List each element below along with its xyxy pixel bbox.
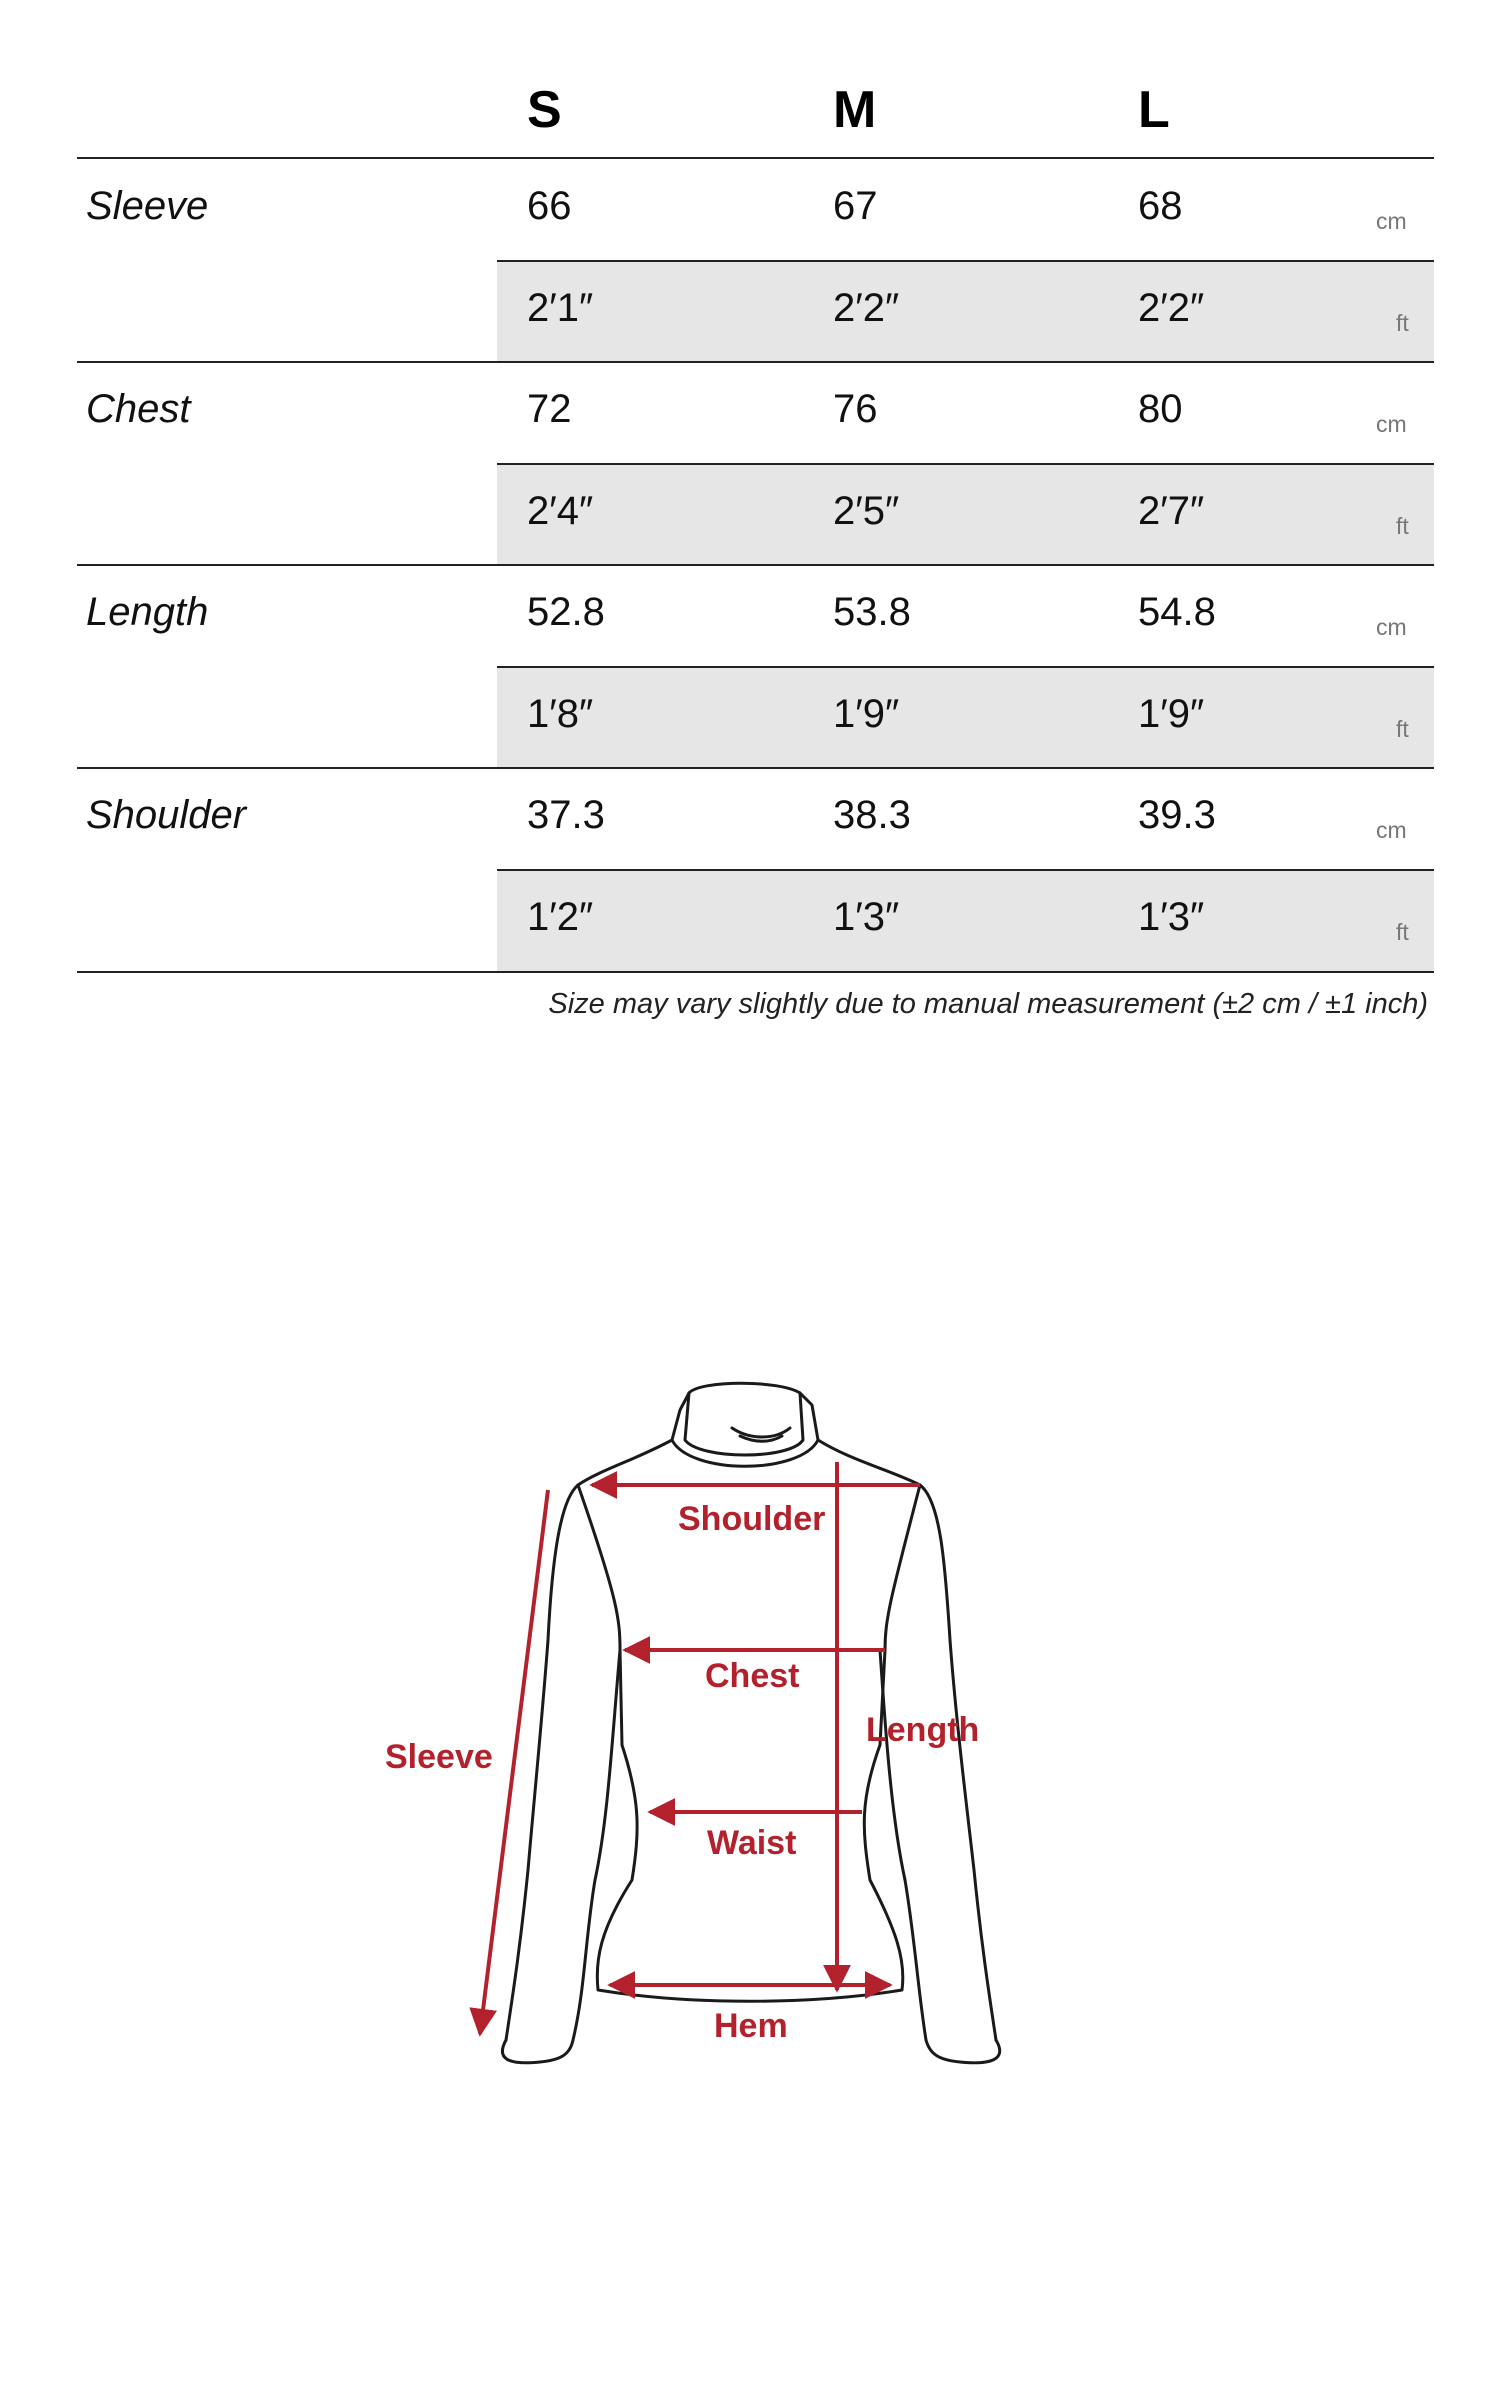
table-divider — [497, 260, 1434, 262]
sleeve-label: Sleeve — [385, 1738, 493, 1776]
size-header-m: M — [833, 81, 877, 139]
shoulder-ft-s: 1′2″ — [527, 895, 594, 939]
shoulder-ft-m: 1′3″ — [833, 895, 900, 939]
size-header-s: S — [527, 81, 562, 139]
unit-ft: ft — [1396, 716, 1409, 742]
shoulder-cm-s: 37.3 — [527, 793, 605, 837]
length-cm-l: 54.8 — [1138, 590, 1216, 634]
length-ft-m: 1′9″ — [833, 692, 900, 736]
unit-cm: cm — [1376, 208, 1407, 234]
size-header-l: L — [1138, 81, 1170, 139]
measurement-lines — [480, 1462, 920, 2034]
table-divider — [77, 564, 1434, 566]
shoulder-cm-l: 39.3 — [1138, 793, 1216, 837]
ft-row-bg-sleeve — [497, 262, 1434, 362]
chest-ft-m: 2′5″ — [833, 489, 900, 533]
table-divider — [77, 157, 1434, 159]
table-divider — [77, 361, 1434, 363]
row-label-sleeve: Sleeve — [86, 184, 209, 228]
ft-row-bg-length — [497, 668, 1434, 768]
length-ft-s: 1′8″ — [527, 692, 594, 736]
sleeve-cm-l: 68 — [1138, 184, 1183, 228]
size-table — [0, 0, 1500, 1020]
table-divider — [77, 971, 1434, 973]
unit-ft: ft — [1396, 310, 1409, 336]
waist-label: Waist — [707, 1824, 797, 1862]
chest-label: Chest — [705, 1657, 800, 1695]
hem-label: Hem — [714, 2007, 788, 2045]
table-divider — [497, 869, 1434, 871]
chest-ft-s: 2′4″ — [527, 489, 594, 533]
ft-row-bg-shoulder — [497, 871, 1434, 971]
row-label-chest: Chest — [86, 387, 191, 431]
unit-ft: ft — [1396, 919, 1409, 945]
length-cm-s: 52.8 — [527, 590, 605, 634]
length-ft-l: 1′9″ — [1138, 692, 1205, 736]
table-divider — [77, 767, 1434, 769]
measurement-note: Size may vary slightly due to manual measurement (±2 cm / ±1 inch) — [548, 988, 1428, 1020]
unit-cm: cm — [1376, 817, 1407, 843]
chest-cm-l: 80 — [1138, 387, 1183, 431]
sleeve-ft-l: 2′2″ — [1138, 286, 1205, 330]
length-cm-m: 53.8 — [833, 590, 911, 634]
shoulder-label: Shoulder — [678, 1500, 826, 1538]
shoulder-cm-m: 38.3 — [833, 793, 911, 837]
sleeve-ft-m: 2′2″ — [833, 286, 900, 330]
shoulder-ft-l: 1′3″ — [1138, 895, 1205, 939]
chest-cm-s: 72 — [527, 387, 572, 431]
sleeve-cm-s: 66 — [527, 184, 572, 228]
sleeve-ft-s: 2′1″ — [527, 286, 594, 330]
chest-ft-l: 2′7″ — [1138, 489, 1205, 533]
length-label: Length — [866, 1711, 980, 1749]
unit-cm: cm — [1376, 614, 1407, 640]
sleeve-cm-m: 67 — [833, 184, 878, 228]
ft-row-bg-chest — [497, 465, 1434, 565]
row-label-shoulder: Shoulder — [86, 793, 247, 837]
row-label-length: Length — [86, 590, 209, 634]
table-divider — [497, 666, 1434, 668]
unit-ft: ft — [1396, 513, 1409, 539]
unit-cm: cm — [1376, 411, 1407, 437]
table-divider — [497, 463, 1434, 465]
chest-cm-m: 76 — [833, 387, 878, 431]
